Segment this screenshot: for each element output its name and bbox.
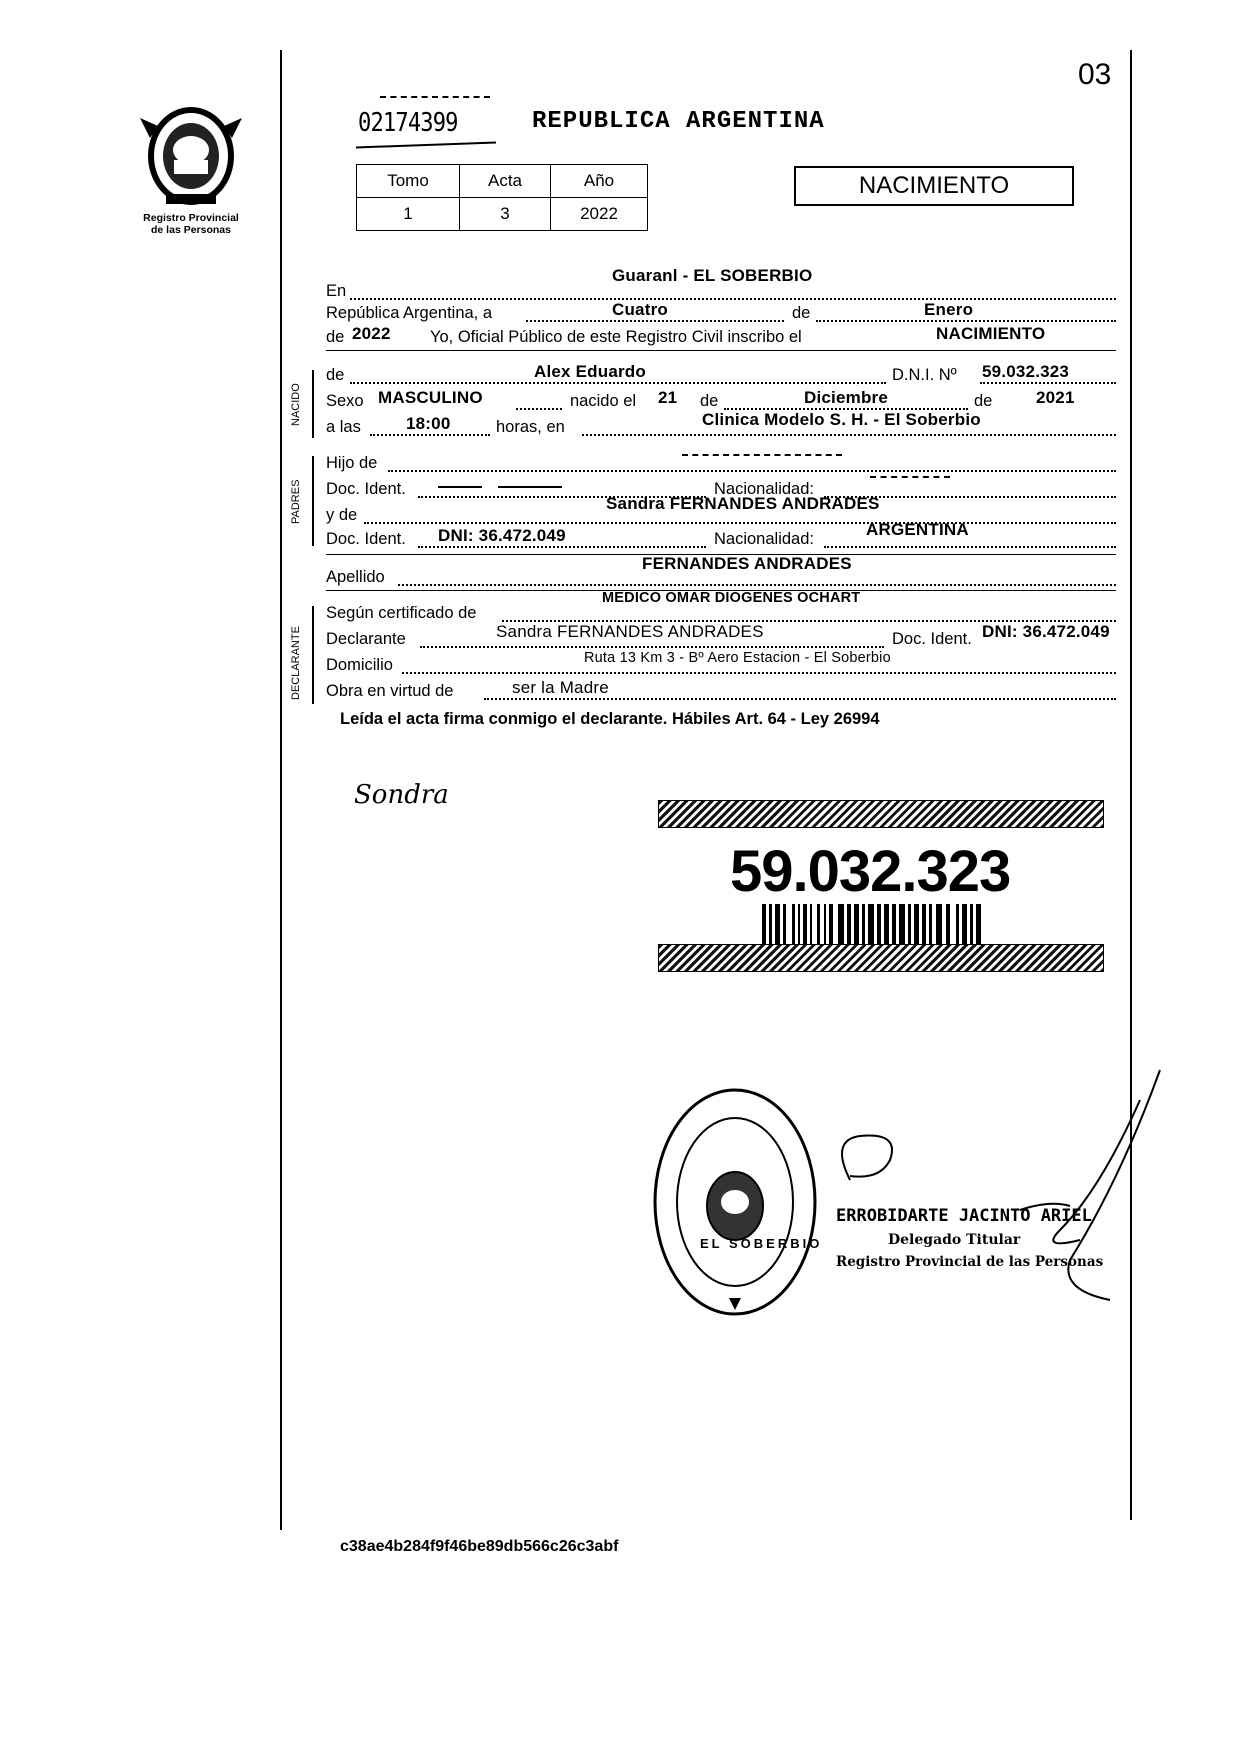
section-bar-declarante bbox=[312, 606, 314, 704]
dotted-line bbox=[526, 320, 784, 322]
republica-label: República Argentina, a bbox=[326, 304, 493, 322]
declarante-value: Sandra FERNANDES ANDRADES bbox=[496, 622, 764, 641]
dash-mark bbox=[498, 486, 562, 488]
value-tomo: 1 bbox=[357, 198, 460, 231]
mother-name: Sandra FERNANDES ANDRADES bbox=[606, 494, 880, 513]
dotted-line bbox=[418, 546, 706, 548]
serial-mark-line bbox=[380, 96, 490, 98]
document-hash: c38ae4b284f9f46be89db566c26c3abf bbox=[340, 1538, 619, 1555]
row-nacido-hora bbox=[326, 410, 1116, 440]
closing-note: Leída el acta firma conmigo el declarante. Hábiles Art. 64 - Ley 26994 bbox=[340, 710, 880, 728]
nacido-de-label: de bbox=[326, 366, 345, 384]
page-number: 03 bbox=[1078, 58, 1112, 91]
row-y-de bbox=[326, 494, 1116, 528]
dotted-line bbox=[582, 434, 1116, 436]
section-label-declarante: DECLARANTE bbox=[290, 626, 302, 700]
nac-madre-label: Nacionalidad: bbox=[714, 530, 814, 548]
act-value: NACIMIENTO bbox=[936, 324, 1046, 343]
birth-place: Clinica Modelo S. H. - El Soberbio bbox=[702, 410, 981, 429]
security-band-top bbox=[658, 800, 1104, 828]
officer-office: Registro Provincial de las Personas bbox=[836, 1254, 1104, 1270]
section-label-nacido: NACIDO bbox=[290, 383, 302, 426]
dotted-line bbox=[816, 320, 1116, 322]
en-value: Guaranl - EL SOBERBIO bbox=[612, 266, 813, 285]
dotted-line bbox=[350, 382, 886, 384]
dni-large-number: 59.032.323 bbox=[730, 839, 1011, 904]
sexo-label: Sexo bbox=[326, 392, 364, 410]
row-obra bbox=[326, 678, 1116, 704]
nacido-de3-label: de bbox=[974, 392, 993, 410]
row-apellido bbox=[326, 554, 1116, 590]
dotted-line bbox=[402, 672, 1116, 674]
row-republica bbox=[326, 300, 1116, 326]
officer-name: ERROBIDARTE JACINTO ARIEL bbox=[836, 1206, 1092, 1226]
value-anio: 2022 bbox=[551, 198, 648, 231]
alas-label: a las bbox=[326, 418, 361, 436]
country-title: REPUBLICA ARGENTINA bbox=[532, 108, 825, 135]
section-bar-padres bbox=[312, 456, 314, 546]
row-hijo-de bbox=[326, 454, 1116, 476]
declarante-doc: DNI: 36.472.049 bbox=[982, 622, 1110, 641]
dotted-line bbox=[388, 470, 1116, 472]
birth-year: 2021 bbox=[1036, 388, 1075, 407]
en-label: En bbox=[326, 282, 347, 300]
birth-month: Diciembre bbox=[804, 388, 889, 407]
dotted-line bbox=[484, 698, 1116, 700]
dotted-line bbox=[516, 408, 562, 410]
dotted-line bbox=[420, 646, 884, 648]
row-en bbox=[326, 266, 1116, 304]
birth-day: 21 bbox=[658, 388, 678, 407]
sexo-value: MASCULINO bbox=[378, 388, 483, 407]
dni-label: D.N.I. Nº bbox=[892, 366, 957, 384]
row-nacido-nombre bbox=[326, 362, 1116, 388]
dotted-line bbox=[398, 584, 1116, 586]
dotted-line bbox=[824, 546, 1116, 548]
registry-caption-line1: Registro Provincial bbox=[143, 212, 239, 224]
oficial-label: Yo, Oficial Público de este Registro Civil inscribo el bbox=[430, 328, 802, 346]
apellido-label: Apellido bbox=[326, 568, 385, 586]
certificado-label: Según certificado de bbox=[326, 604, 477, 622]
row-doc-madre bbox=[326, 520, 1116, 552]
nacido-label: nacido el bbox=[570, 392, 637, 410]
official-seal-icon bbox=[650, 1086, 823, 1322]
mother-doc: DNI: 36.472.049 bbox=[438, 526, 566, 545]
day-value: Cuatro bbox=[612, 300, 668, 319]
birth-hour: 18:00 bbox=[406, 414, 451, 433]
row-declarante bbox=[326, 622, 1116, 652]
declarant-signature: Sondra bbox=[354, 780, 449, 810]
seal-inner-text: EL SOBERBIO bbox=[700, 1236, 823, 1251]
section-bar-nacido bbox=[312, 370, 314, 438]
obra-label: Obra en virtud de bbox=[326, 682, 454, 700]
certificado-value: MEDICO OMAR DIOGENES OCHART bbox=[602, 590, 861, 606]
dotted-line bbox=[350, 298, 1116, 300]
header-acta: Acta bbox=[460, 165, 551, 198]
row-anio-oficial bbox=[326, 324, 1116, 350]
dash-mark bbox=[682, 454, 842, 456]
margin-line-left bbox=[280, 50, 282, 1530]
serial-underline bbox=[356, 142, 496, 149]
doc-padre-label: Doc. Ident. bbox=[326, 480, 406, 498]
child-name: Alex Eduardo bbox=[534, 362, 646, 381]
header-tomo: Tomo bbox=[357, 165, 460, 198]
child-dni: 59.032.323 bbox=[982, 362, 1070, 381]
row-domicilio bbox=[326, 650, 1116, 678]
declarante-label: Declarante bbox=[326, 630, 406, 648]
de2-label: de bbox=[326, 328, 345, 346]
officer-title: Delegado Titular bbox=[888, 1232, 1021, 1248]
officer-signature-icon bbox=[820, 1060, 1180, 1320]
provincial-emblem-icon bbox=[136, 98, 246, 210]
nacido-de2-label: de bbox=[700, 392, 719, 410]
obra-value: ser la Madre bbox=[512, 678, 609, 697]
declarante-doc-label: Doc. Ident. bbox=[892, 630, 972, 648]
mother-nationality: ARGENTINA bbox=[866, 520, 969, 539]
dotted-line bbox=[370, 434, 490, 436]
registry-caption bbox=[128, 212, 254, 236]
record-type-box: NACIMIENTO bbox=[794, 166, 1074, 206]
horas-label: horas, en bbox=[496, 418, 565, 436]
domicilio-value: Ruta 13 Km 3 - Bº Aero Estacion - El Soberbio bbox=[584, 650, 891, 666]
tomo-acta-anio-table bbox=[356, 164, 648, 231]
domicilio-label: Domicilio bbox=[326, 656, 393, 674]
security-band-bottom bbox=[658, 944, 1104, 972]
header-anio: Año bbox=[551, 165, 648, 198]
apellido-value: FERNANDES ANDRADES bbox=[642, 554, 852, 573]
dotted-line bbox=[364, 522, 1116, 524]
yde-label: y de bbox=[326, 506, 358, 524]
dash-mark bbox=[870, 476, 950, 478]
solid-line bbox=[326, 350, 1116, 351]
barcode-icon bbox=[762, 904, 1012, 944]
value-acta: 3 bbox=[460, 198, 551, 231]
serial-number: 02174399 bbox=[358, 108, 458, 138]
year-value: 2022 bbox=[352, 324, 391, 343]
section-label-padres: PADRES bbox=[290, 479, 302, 524]
month-value: Enero bbox=[924, 300, 974, 319]
nac-padre-label: Nacionalidad: bbox=[714, 480, 814, 498]
de-label: de bbox=[792, 304, 811, 322]
hijo-label: Hijo de bbox=[326, 454, 378, 472]
dash-mark bbox=[438, 486, 482, 488]
registry-caption-line2: de las Personas bbox=[151, 224, 231, 236]
doc-madre-label: Doc. Ident. bbox=[326, 530, 406, 548]
dotted-line bbox=[980, 382, 1116, 384]
